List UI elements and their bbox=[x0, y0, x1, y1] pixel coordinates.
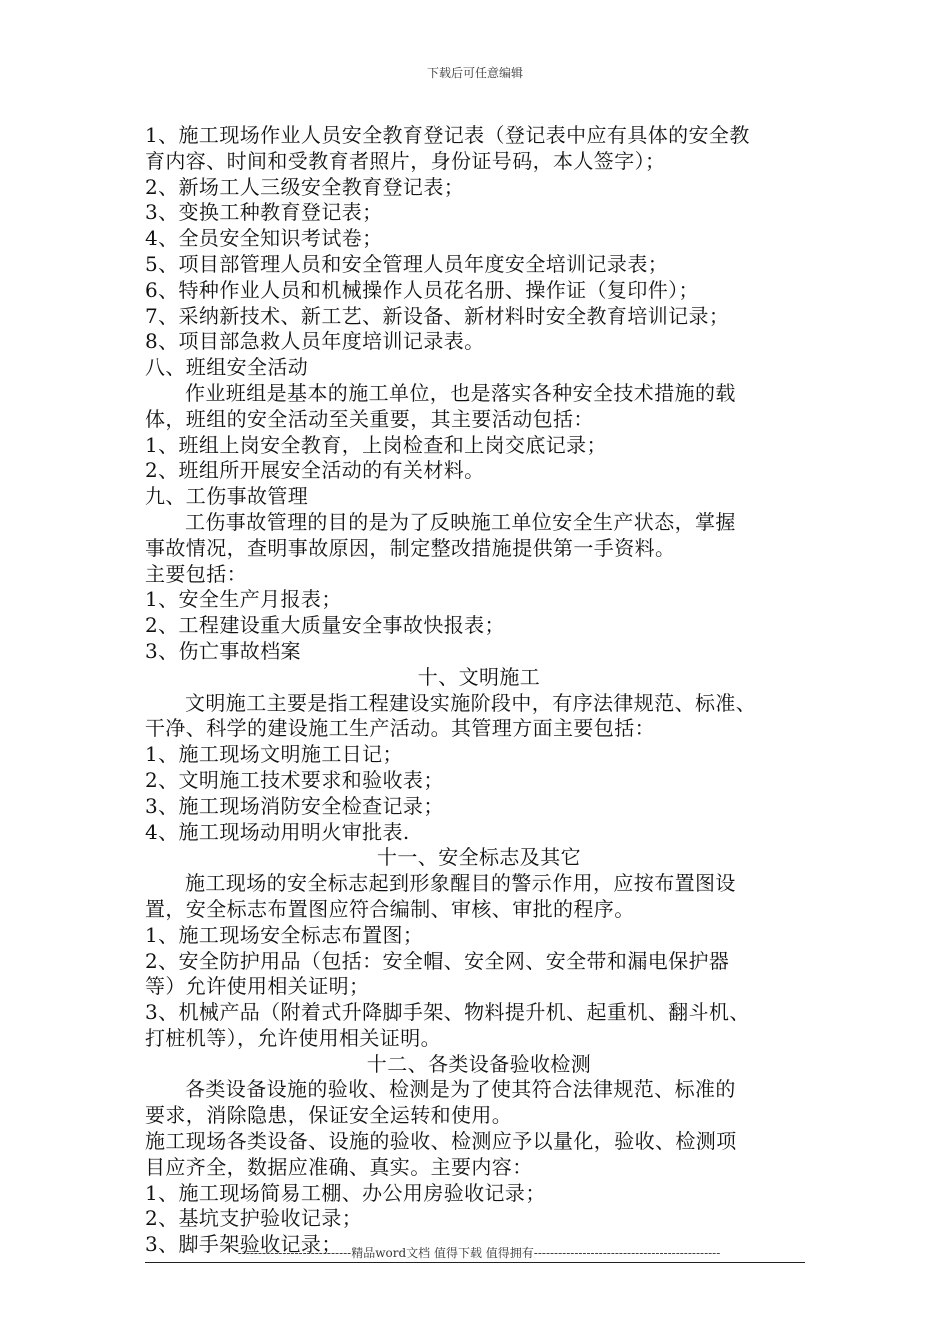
text-line: 工伤事故管理的目的是为了反映施工单位安全生产状态，掌握 bbox=[185, 509, 736, 534]
text-line: 3、变换工种教育登记表； bbox=[145, 200, 383, 225]
footer-divider bbox=[145, 1262, 805, 1263]
text-line: 2、安全防护用品（包括：安全帽、安全网、安全带和漏电保护器 bbox=[145, 948, 730, 973]
text-line: 1、施工现场文明施工日记； bbox=[145, 742, 403, 767]
text-line: 文明施工主要是指工程建设实施阶段中，有序法律规范、标准、 bbox=[185, 690, 757, 715]
text-line: 3、伤亡事故档案 bbox=[145, 638, 301, 663]
text-line: 1、施工现场简易工棚、办公用房验收记录； bbox=[145, 1180, 546, 1205]
text-line: 主要包括： bbox=[145, 561, 247, 586]
text-line: 4、全员安全知识考试卷； bbox=[145, 226, 383, 251]
text-line: 作业班组是基本的施工单位，也是落实各种安全技术措施的载 bbox=[185, 380, 736, 405]
text-line: 2、工程建设重大质量安全事故快报表； bbox=[145, 613, 505, 638]
text-line: 事故情况，查明事故原因，制定整改措施提供第一手资料。 bbox=[145, 535, 676, 560]
text-line: 体，班组的安全活动至关重要，其主要活动包括： bbox=[145, 406, 594, 431]
section-heading: 十、文明施工 bbox=[417, 664, 541, 689]
text-line: 5、项目部管理人员和安全管理人员年度安全培训记录表； bbox=[145, 251, 669, 276]
text-line: 3、脚手架验收记录； bbox=[145, 1232, 342, 1257]
text-line: 等）允许使用相关证明； bbox=[145, 974, 370, 999]
text-line: 1、班组上岗安全教育，上岗检查和上岗交底记录； bbox=[145, 432, 607, 457]
text-line: 打桩机等），允许使用相关证明。 bbox=[145, 1025, 441, 1050]
text-line: 8、项目部急救人员年度培训记录表。 bbox=[145, 329, 485, 354]
text-line: 各类设备设施的验收、检测是为了使其符合法律规范、标准的 bbox=[185, 1077, 736, 1102]
text-line: 九、工伤事故管理 bbox=[145, 484, 309, 509]
text-line: 7、采纳新技术、新工艺、新设备、新材料时安全教育培训记录； bbox=[145, 303, 730, 328]
text-line: 育内容、时间和受教育者照片，身份证号码，本人签字）； bbox=[145, 148, 666, 173]
text-line: 2、新场工人三级安全教育登记表； bbox=[145, 174, 465, 199]
text-line: 施工现场的安全标志起到形象醒目的警示作用，应按布置图设 bbox=[185, 871, 736, 896]
text-line: 目应齐全，数据应准确、真实。主要内容： bbox=[145, 1154, 533, 1179]
text-line: 3、机械产品（附着式升降脚手架、物料提升机、起重机、翻斗机、 bbox=[145, 1000, 750, 1025]
page-footer: ----------------------------精品word文档 值得下载 值得拥有---------------------------------------------- bbox=[237, 1246, 721, 1260]
text-line: 1、安全生产月报表； bbox=[145, 587, 342, 612]
text-line: 4、施工现场动用明火审批表. bbox=[145, 819, 410, 844]
text-line: 要求，消除隐患，保证安全运转和使用。 bbox=[145, 1103, 513, 1128]
text-line: 2、基坑支护验收记录； bbox=[145, 1206, 363, 1231]
page-header: 下载后可任意编辑 bbox=[426, 66, 523, 80]
text-line: 6、特种作业人员和机械操作人员花名册、操作证（复印件）； bbox=[145, 277, 699, 302]
text-line: 施工现场各类设备、设施的验收、检测应予以量化，验收、检测项 bbox=[145, 1129, 737, 1154]
text-line: 2、班组所开展安全活动的有关材料。 bbox=[145, 458, 485, 483]
document-body bbox=[145, 123, 813, 1258]
text-line: 1、施工现场安全标志布置图； bbox=[145, 922, 424, 947]
text-line: 3、施工现场消防安全检查记录； bbox=[145, 793, 444, 818]
section-heading: 十二、各类设备验收检测 bbox=[366, 1051, 592, 1076]
text-line: 干净、科学的建设施工生产活动。其管理方面主要包括： bbox=[145, 716, 655, 741]
text-line: 2、文明施工技术要求和验收表； bbox=[145, 767, 444, 792]
text-line: 置，安全标志布置图应符合编制、审核、审批的程序。 bbox=[145, 896, 635, 921]
text-line: 1、施工现场作业人员安全教育登记表（登记表中应有具体的安全教 bbox=[145, 123, 750, 147]
text-line: 八、班组安全活动 bbox=[145, 355, 309, 380]
section-heading: 十一、安全标志及其它 bbox=[377, 845, 581, 870]
